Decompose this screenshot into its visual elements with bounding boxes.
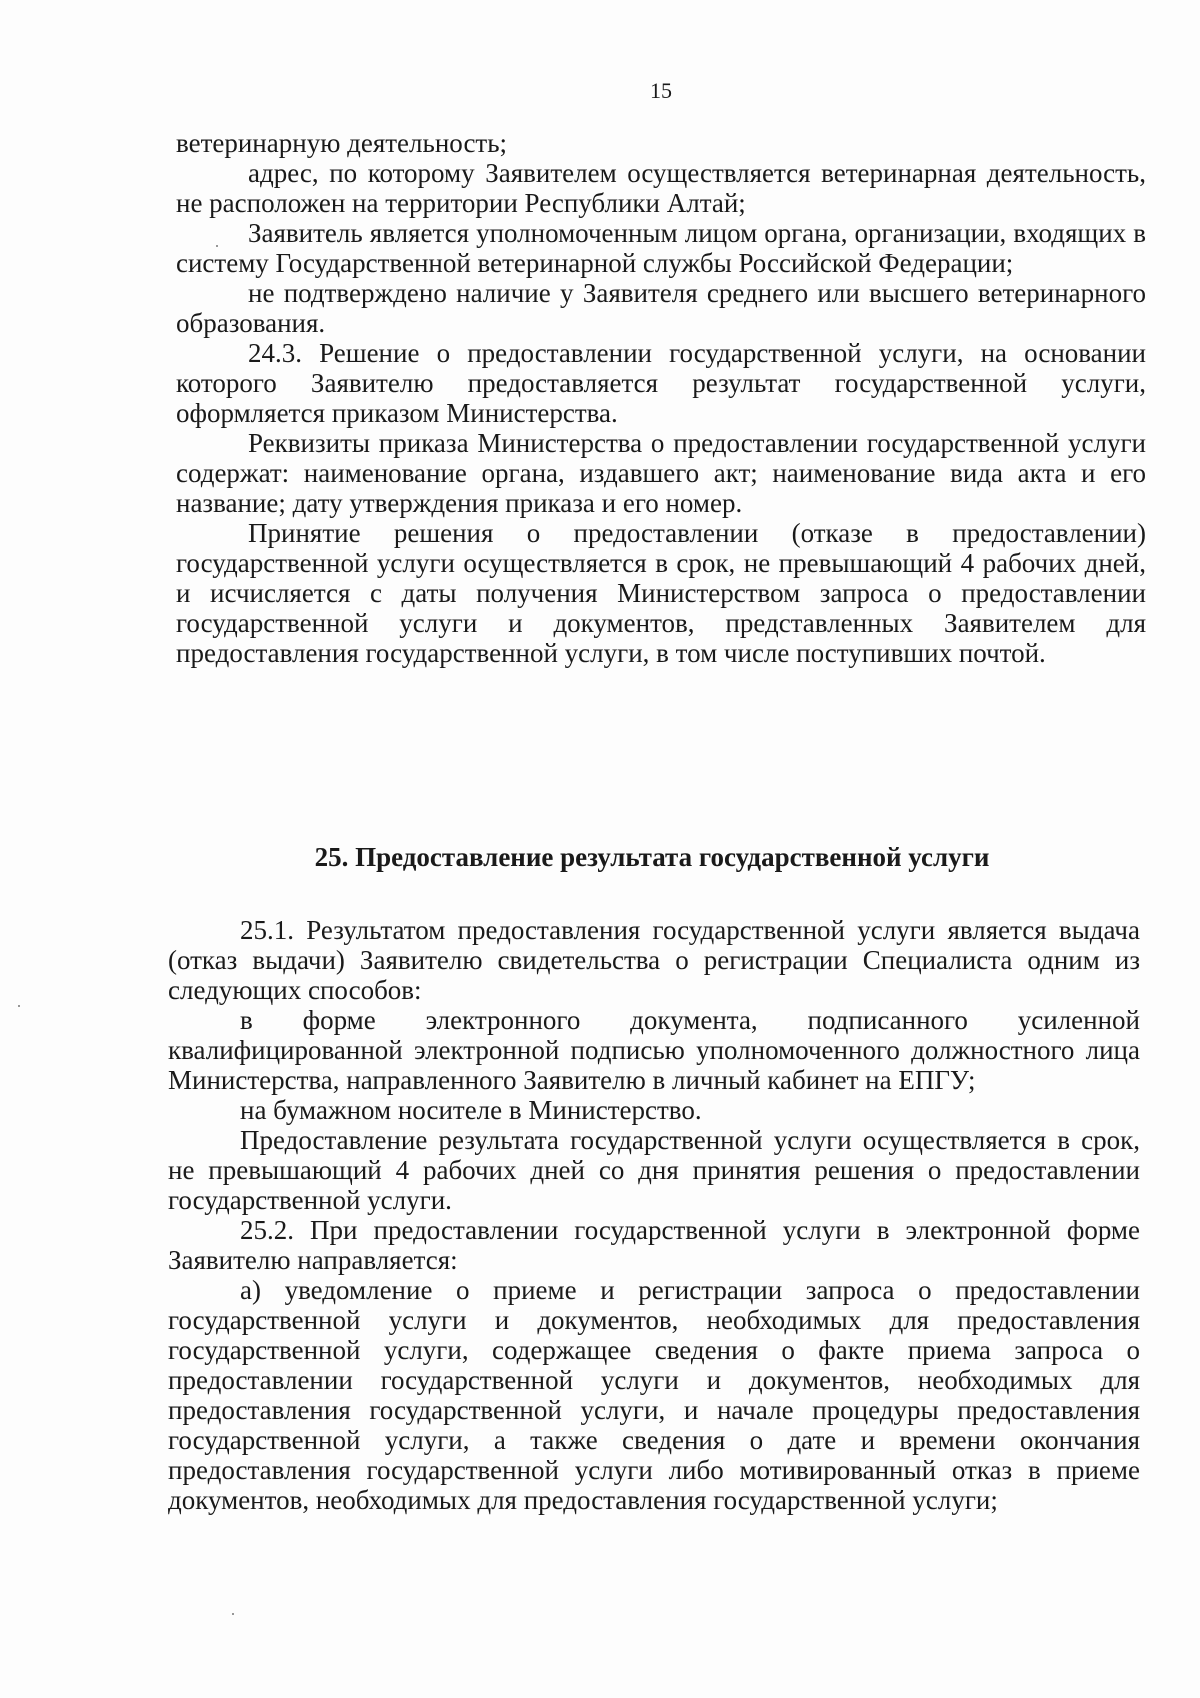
paragraph: Предоставление результата государственной услуги осуществляется в срок, не превышающий 4 рабочих дней со дня принятия решения о предоставлении государственной услуги. [168, 1125, 1140, 1215]
scan-speck [18, 1005, 20, 1007]
paragraph: Реквизиты приказа Министерства о предоставлении государственной услуги содержат: наименование органа, издавшего акт; наименование вида акта и его название; дату утверждения приказа и его номер. [176, 428, 1146, 518]
paragraph: не подтверждено наличие у Заявителя среднего или высшего ветеринарного образования. [176, 278, 1146, 338]
paragraph: а) уведомление о приеме и регистрации запроса о предоставлении государственной услуги и документов, необходимых для предоставления государственной услуги, содержащее сведения о факте приема запроса о предоставлении государственной услуги и документов, необходимых для предоставления государственной услуги, и начале процедуры предоставления государственной услуги, а также сведения о дате и времени окончания предоставления государственной услуги либо мотивированный отказ в приеме документов, необходимых для предоставления государственной услуги; [168, 1275, 1140, 1515]
paragraph: 25.1. Результатом предоставления государственной услуги является выдача (отказ выдачи) Заявителю свидетельства о регистрации Специалиста одним из следующих способов: [168, 915, 1140, 1005]
section-24-text [176, 128, 1146, 668]
paragraph: Принятие решения о предоставлении (отказе в предоставлении) государственной услуги осуществляется в срок, не превышающий 4 рабочих дней, и исчисляется с даты получения Министерством запроса о предоставлении государственной услуги и документов, представленных Заявителем для предоставления государственной услуги, в том числе поступивших почтой. [176, 518, 1146, 668]
section-heading-text: 25. Предоставление результата государственной услуги [314, 842, 990, 872]
paragraph: 25.2. При предоставлении государственной услуги в электронной форме Заявителю направляется: [168, 1215, 1140, 1275]
scan-speck [232, 1613, 234, 1615]
section-25-text [168, 915, 1140, 1515]
paragraph: на бумажном носителе в Министерство. [240, 1095, 702, 1125]
paragraph: ветеринарную деятельность; [176, 128, 508, 158]
scan-speck [216, 245, 218, 247]
paragraph: Заявитель является уполномоченным лицом органа, организации, входящих в систему Государственной ветеринарной службы Российской Федерации; [176, 218, 1146, 278]
paragraph: в форме электронного документа, подписанного усиленной квалифицированной электронной подписью уполномоченного должностного лица Министерства, направленного Заявителю в личный кабинет на ЕПГУ; [168, 1005, 1140, 1095]
section-heading [0, 842, 1200, 873]
paragraph: адрес, по которому Заявителем осуществляется ветеринарная деятельность, не расположен на территории Республики Алтай; [176, 158, 1146, 218]
paragraph: 24.3. Решение о предоставлении государственной услуги, на основании которого Заявителю предоставляется результат государственной услуги, оформляется приказом Министерства. [176, 338, 1146, 428]
page-number: 15 [650, 78, 672, 103]
